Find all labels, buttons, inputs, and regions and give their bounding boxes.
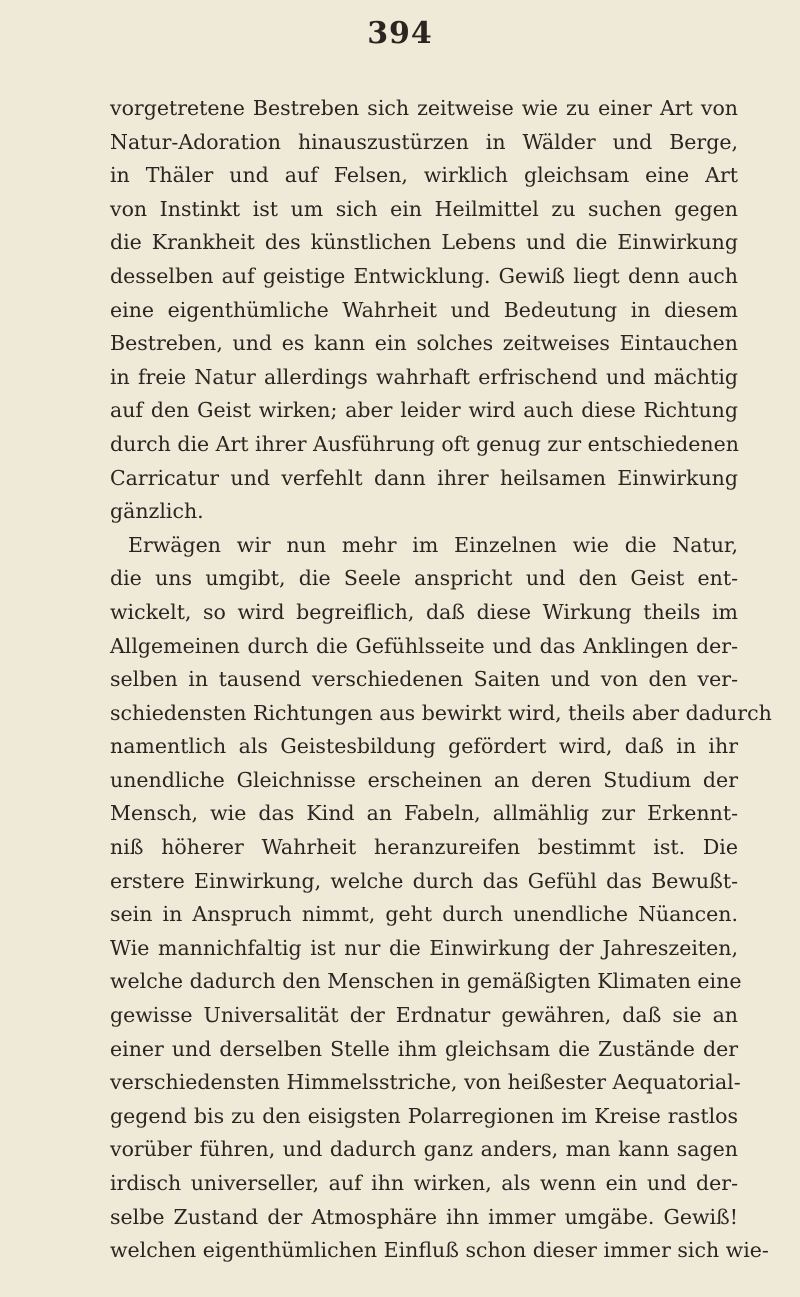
text-line: die uns umgibt, die Seele anspricht und den Geist ent- — [110, 566, 738, 591]
page-number: 394 — [367, 16, 433, 51]
text-line: gänzlich. — [110, 499, 204, 524]
text-line: in Thäler und auf Felsen, wirklich gleichsam eine Art — [110, 163, 738, 188]
text-line: schiedensten Richtungen aus bewirkt wird, theils aber dadurch — [110, 700, 772, 725]
text-line: unendliche Gleichnisse erscheinen an deren Studium der — [110, 767, 738, 792]
text-line: Mensch, wie das Kind an Fabeln, allmählig zur Erkennt- — [110, 801, 738, 826]
text-line: vorüber führen, und dadurch ganz anders, man kann sagen — [110, 1137, 738, 1162]
text-line: erstere Einwirkung, welche durch das Gefühl das Bewußt- — [110, 868, 738, 893]
text-line: Natur-Adoration hinauszustürzen in Wälder und Berge, — [110, 129, 738, 154]
text-line: desselben auf geistige Entwicklung. Gewiß liegt denn auch — [110, 263, 738, 288]
text-line: Carricatur und verfehlt dann ihrer heilsamen Einwirkung — [110, 465, 738, 490]
text-line: gegend bis zu den eisigsten Polarregionen im Kreise rastlos — [110, 1103, 738, 1128]
text-line: wickelt, so wird begreiflich, daß diese Wirkung theils im — [110, 599, 738, 624]
text-line: welche dadurch den Menschen in gemäßigten Klimaten eine — [110, 969, 742, 994]
text-line: welchen eigenthümlichen Einfluß schon dieser immer sich wie- — [110, 1238, 769, 1263]
text-line: Erwägen wir nun mehr im Einzelnen wie die Natur, — [128, 532, 738, 557]
text-line: in freie Natur allerdings wahrhaft erfrischend und mächtig — [110, 364, 738, 389]
text-line: niß höherer Wahrheit heranzureifen bestimmt ist. Die — [110, 835, 738, 860]
text-line: durch die Art ihrer Ausführung oft genug zur entschiedenen — [110, 431, 739, 456]
text-line: selbe Zustand der Atmosphäre ihn immer umgäbe. Gewiß! — [110, 1204, 738, 1229]
text-line: selben in tausend verschiedenen Saiten und von den ver- — [110, 667, 738, 692]
text-line: Bestreben, und es kann ein solches zeitweises Eintauchen — [110, 331, 738, 356]
text-line: vorgetretene Bestreben sich zeitweise wie zu einer Art von — [110, 96, 738, 120]
text-line: verschiedensten Himmelsstriche, von heißester Aequatorial- — [110, 1070, 741, 1095]
text-line: Allgemeinen durch die Gefühlsseite und das Anklingen der- — [110, 633, 738, 658]
text-line: eine eigenthümliche Wahrheit und Bedeutung in diesem — [110, 297, 738, 322]
text-line: gewisse Universalität der Erdnatur gewähren, daß sie an — [110, 1003, 738, 1028]
text-line: namentlich als Geistesbildung gefördert wird, daß in ihr — [110, 734, 738, 759]
text-line: die Krankheit des künstlichen Lebens und die Einwirkung — [110, 230, 738, 255]
text-line: irdisch universeller, auf ihn wirken, als wenn ein und der- — [110, 1171, 738, 1195]
text-line: sein in Anspruch nimmt, geht durch unendliche Nüancen. — [110, 902, 738, 927]
body-text — [110, 92, 772, 1268]
text-line: einer und derselben Stelle ihm gleichsam die Zustände der — [110, 1036, 738, 1061]
text-line: Wie mannichfaltig ist nur die Einwirkung der Jahreszeiten, — [110, 935, 738, 960]
text-line: auf den Geist wirken; aber leider wird auch diese Richtung — [110, 398, 738, 423]
text-line: von Instinkt ist um sich ein Heilmittel zu suchen gegen — [110, 196, 738, 221]
